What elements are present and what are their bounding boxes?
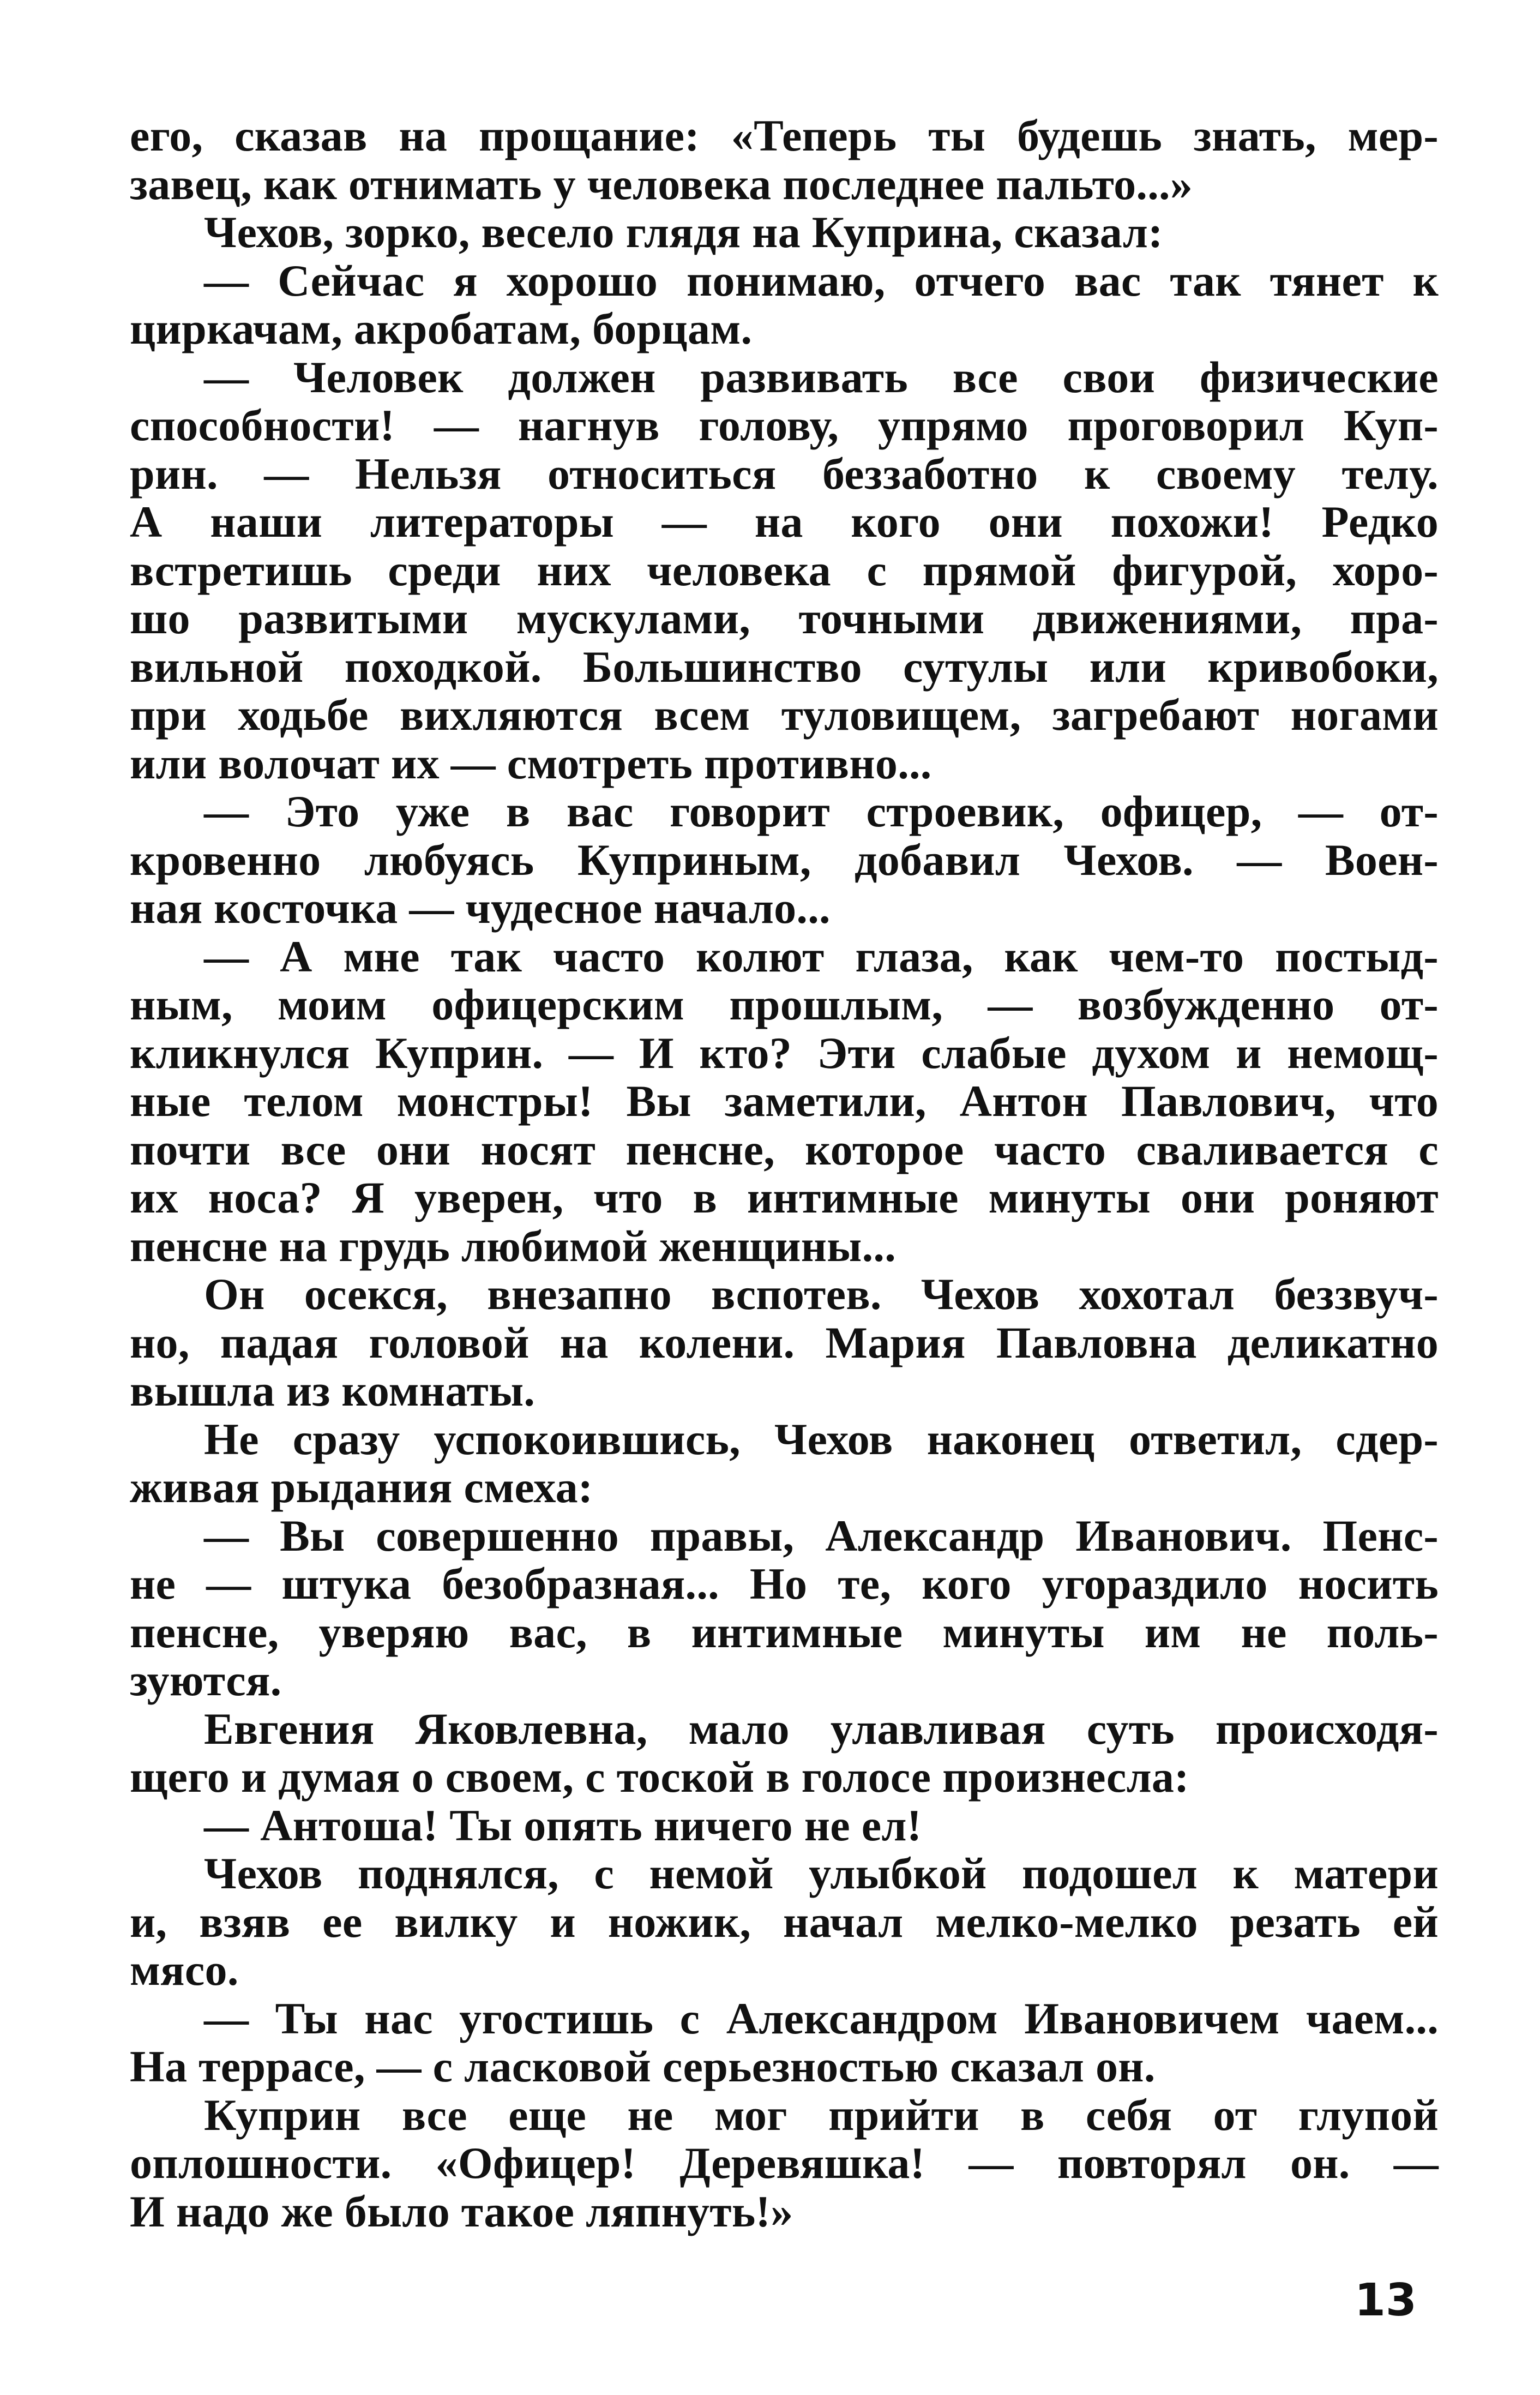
text-line: ным, моим офицерским прошлым, — возбужденно от- <box>130 980 1439 1029</box>
text-line: оплошности. «Офицер! Деревяшка! — повторял он. — <box>130 2138 1439 2188</box>
text-line: — Ты нас угостишь с Александром Ивановичем чаем... <box>204 1993 1439 2043</box>
text-line: способности! — нагнув голову, упрямо проговорил Куп- <box>130 400 1439 450</box>
text-line: На террасе, — с ласковой серьезностью сказал он. <box>130 2042 1156 2091</box>
text-line: вышла из комнаты. <box>130 1366 536 1415</box>
text-line: — Антоша! Ты опять ничего не ел! <box>204 1800 922 1850</box>
text-line: вильной походкой. Большинство сутулы или кривобоки, <box>130 641 1439 692</box>
text-line: — Вы совершенно правы, Александр Иванович. Пенс- <box>204 1510 1439 1560</box>
text-line: Чехов, зорко, весело глядя на Куприна, сказал: <box>204 207 1163 257</box>
text-line: их носа? Я уверен, что в интимные минуты они роняют <box>130 1173 1439 1222</box>
text-line: не — штука безобразная... Но те, кого угораздило носить <box>130 1559 1439 1608</box>
text-line: ная косточка — чудесное начало... <box>130 883 831 933</box>
text-line: мясо. <box>130 1945 239 1995</box>
text-line: А наши литераторы — на кого они похожи! Редко <box>130 497 1439 547</box>
text-line: шо развитыми мускулами, точными движениями, пра- <box>130 593 1439 643</box>
text-line: встретишь среди них человека с прямой фигурой, хоро- <box>130 545 1439 595</box>
text-line: кликнулся Куприн. — И кто? Эти слабые духом и немощ- <box>130 1028 1439 1078</box>
text-line: Чехов поднялся, с немой улыбкой подошел к матери <box>204 1848 1439 1898</box>
text-line: его, сказав на прощание: «Теперь ты будешь знать, мер- <box>130 111 1439 160</box>
text-line: при ходьбе вихляются всем туловищем, загребают ногами <box>130 690 1439 740</box>
text-line: щего и думая о своем, с тоской в голосе произнесла: <box>130 1752 1189 1802</box>
text-line: — Человек должен развивать все свои физические <box>204 352 1439 402</box>
text-line: но, падая головой на колени. Мария Павловна деликатно <box>130 1317 1439 1367</box>
text-line: И надо же было такое ляпнуть!» <box>130 2186 793 2236</box>
text-line: — А мне так часто колют глаза, как чем-то постыд- <box>204 931 1439 981</box>
text-line: Он осекся, внезапно вспотев. Чехов хохотал беззвуч- <box>204 1269 1439 1319</box>
text-line: Евгения Яковлевна, мало улавливая суть происходя- <box>204 1703 1439 1754</box>
text-line: зуются. <box>130 1655 282 1705</box>
text-line: циркачам, акробатам, борцам. <box>130 304 753 353</box>
text-line: ные телом монстры! Вы заметили, Антон Павлович, что <box>130 1076 1439 1126</box>
text-line: живая рыдания смеха: <box>130 1462 593 1512</box>
text-line: пенсне, уверяю вас, в интимные минуты им не поль- <box>130 1607 1439 1657</box>
page-number: 13 <box>1354 2274 1417 2326</box>
text-line: или волочат их — смотреть противно... <box>130 738 932 788</box>
text-line: завец, как отнимать у человека последнее пальто...» <box>130 159 1193 209</box>
text-line: — Сейчас я хорошо понимаю, отчего вас так тянет к <box>204 255 1439 305</box>
text-line: кровенно любуясь Куприным, добавил Чехов. — Воен- <box>130 835 1439 885</box>
text-line: пенсне на грудь любимой женщины... <box>130 1221 897 1271</box>
text-line: Куприн все еще не мог прийти в себя от глупой <box>204 2090 1439 2140</box>
text-line: Не сразу успокоившись, Чехов наконец ответил, сдер- <box>204 1414 1439 1464</box>
text-line: почти все они носят пенсне, которое часто сваливается с <box>130 1124 1439 1174</box>
body-text <box>130 112 1439 2236</box>
text-line: и, взяв ее вилку и ножик, начал мелко-мелко резать ей <box>130 1896 1439 1947</box>
text-line: — Это уже в вас говорит строевик, офицер, — от- <box>204 787 1439 836</box>
text-line: рин. — Нельзя относиться беззаботно к своему телу. <box>130 448 1439 499</box>
